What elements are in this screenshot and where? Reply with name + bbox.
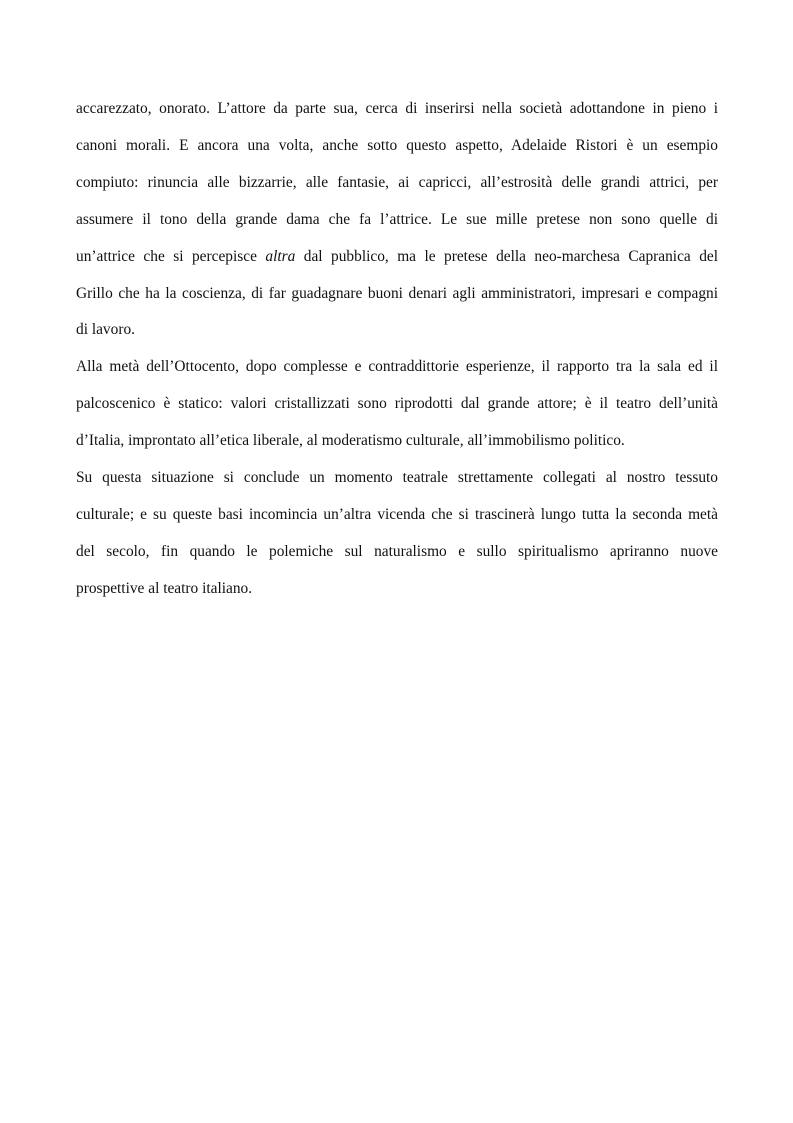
text-line-with-emphasis [76, 239, 718, 276]
text-line: di lavoro. [76, 321, 135, 339]
text-line: prospettive al teatro italiano. [76, 579, 253, 597]
text-line: assumere il tono della grande dama che fa l’attrice. Le sue mille pretese non sono quelle di [76, 210, 718, 228]
text-line: del secolo, fin quando le polemiche sul naturalismo e sullo spiritualismo apriranno nuove [76, 542, 718, 560]
text-line: canoni morali. E ancora una volta, anche sotto questo aspetto, Adelaide Ristori è un esempio [76, 136, 718, 154]
text-line: accarezzato, onorato. L’attore da parte sua, cerca di inserirsi nella società adottandone in pieno i [76, 100, 718, 117]
paragraph-3 [76, 460, 718, 608]
text-segment: un’attrice che si percepisce [76, 247, 266, 265]
text-line: Alla metà dell’Ottocento, dopo complesse e contraddittorie esperienze, il rapporto tra la sala ed il [76, 358, 718, 376]
paragraph-1 [76, 91, 718, 349]
text-line: d’Italia, improntato all’etica liberale, al moderatismo culturale, all’immobilismo politico. [76, 432, 625, 450]
text-line: Grillo che ha la coscienza, di far guadagnare buoni denari agli amministratori, impresari e compagni [76, 284, 718, 302]
document-page [76, 91, 718, 608]
text-line: compiuto: rinuncia alle bizzarrie, alle fantasie, ai capricci, all’estrosità delle grandi attrici, per [76, 173, 718, 191]
emphasized-word: altra [265, 247, 296, 265]
text-line: culturale; e su queste basi incomincia un’altra vicenda che si trascinerà lungo tutta la seconda metà [76, 505, 718, 523]
text-segment: dal pubblico, ma le pretese della neo-marchesa Capranica del [295, 247, 718, 265]
paragraph-2 [76, 349, 718, 460]
text-line: palcoscenico è statico: valori cristallizzati sono riprodotti dal grande attore; è il teatro dell’unità [76, 395, 718, 413]
text-line: Su questa situazione si conclude un momento teatrale strettamente collegati al nostro tessuto [76, 469, 718, 487]
